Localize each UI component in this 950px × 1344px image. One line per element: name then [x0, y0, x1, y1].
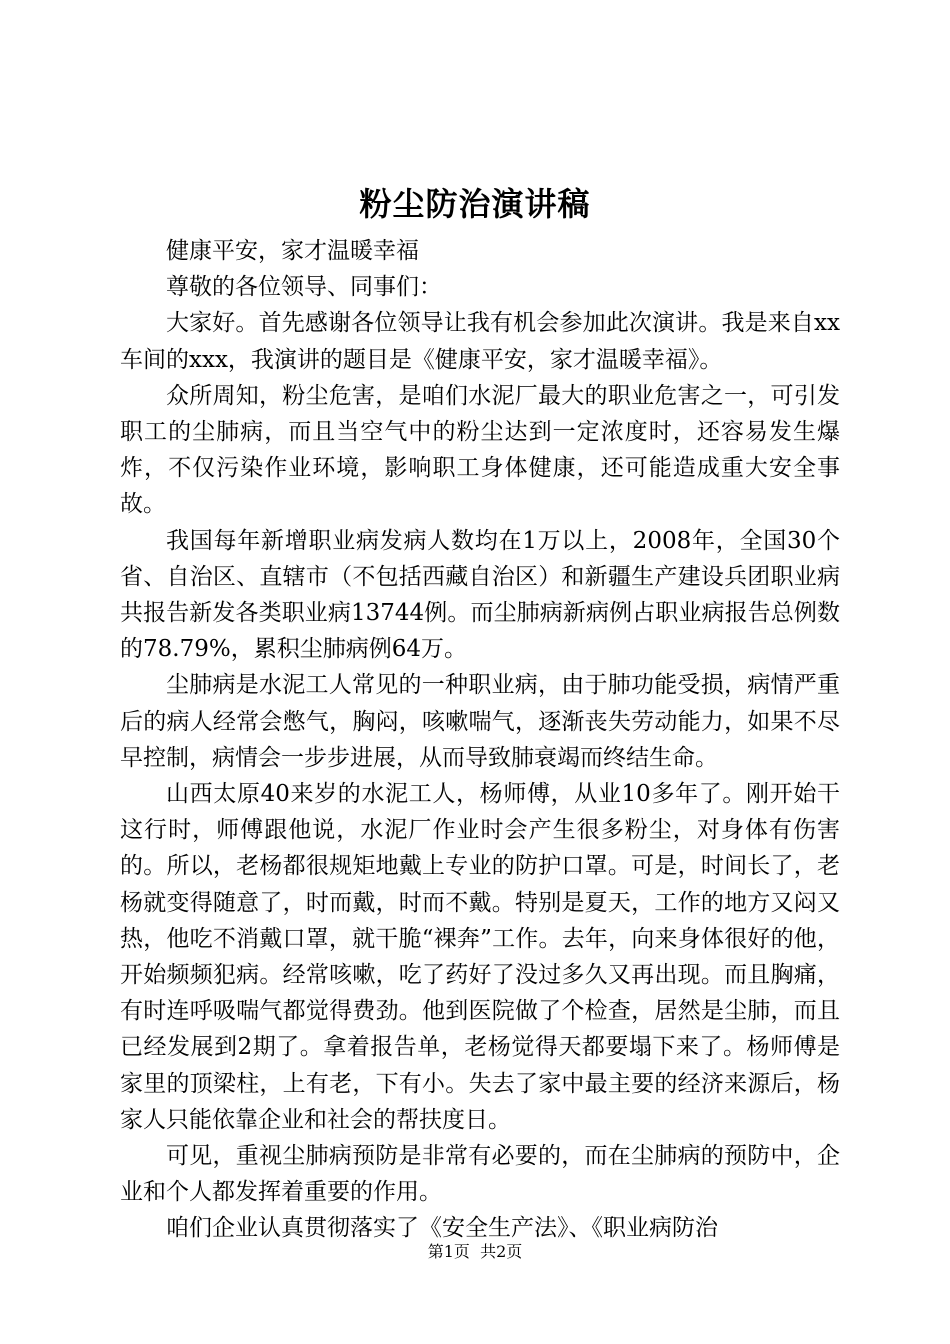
body-paragraph: 大家好。首先感谢各位领导让我有机会参加此次演讲。我是来自xx车间的xxx，我演讲的题目是《健康平安，家才温暖幸福》。: [120, 310, 840, 373]
body-paragraph: 可见，重视尘肺病预防是非常有必要的，而在尘肺病的预防中，企业和个人都发挥着重要的作用。: [120, 1143, 840, 1206]
document-body: [120, 233, 840, 1247]
salutation-paragraph: 尊敬的各位领导、同事们：: [166, 274, 442, 301]
body-paragraph: 尘肺病是水泥工人常见的一种职业病，由于肺功能受损，病情严重后的病人经常会憋气，胸闷，咳嗽喘气，逐渐丧失劳动能力，如果不尽早控制，病情会一步步进展，从而导致肺衰竭而终结生命。: [120, 672, 840, 771]
body-paragraph: 咱们企业认真贯彻落实了《安全生产法》、《职业病防治: [166, 1215, 718, 1242]
body-paragraph: 众所周知，粉尘危害，是咱们水泥厂最大的职业危害之一，可引发职工的尘肺病，而且当空气中的粉尘达到一定浓度时，还容易发生爆炸，不仅污染作业环境，影响职工身体健康，还可能造成重大安全事故。: [120, 382, 840, 518]
subtitle-paragraph: 健康平安，家才温暖幸福: [166, 238, 419, 264]
document-title: 粉尘防治演讲稿: [359, 185, 591, 223]
page-footer: [0, 1241, 950, 1263]
body-paragraph: 山西太原40来岁的水泥工人，杨师傅，从业10多年了。刚开始干这行时，师傅跟他说，水泥厂作业时会产生很多粉尘，对身体有伤害的。所以，老杨都很规矩地戴上专业的防护口罩。可是，时间长了，老杨就变得随意了，时而戴，时而不戴。特别是夏天，工作的地方又闷又热，他吃不消戴口罩，就干脆“裸奔”工作。去年，向来身体很好的他，开始频频犯病。经常咳嗽，吃了药好了没过多久又再出现。而且胸痛，有时连呼吸喘气都觉得费劲。他到医院做了个检查，居然是尘肺，而且已经发展到2期了。拿着报告单，老杨觉得天都要塌下来了。杨师傅是家里的顶梁柱，上有老，下有小。失去了家中最主要的经济来源后，杨家人只能依靠企业和社会的帮扶度日。: [120, 781, 840, 1133]
page-total: 共2页: [480, 1242, 523, 1261]
page-number: 第1页: [427, 1242, 470, 1261]
body-paragraph: 我国每年新增职业病发病人数均在1万以上，2008年，全国30个省、自治区、直辖市（不包括西藏自治区）和新疆生产建设兵团职业病共报告新发各类职业病13744例。而尘肺病新病例占职业病报告总例数的78.79%，累积尘肺病例64万。: [120, 527, 840, 663]
